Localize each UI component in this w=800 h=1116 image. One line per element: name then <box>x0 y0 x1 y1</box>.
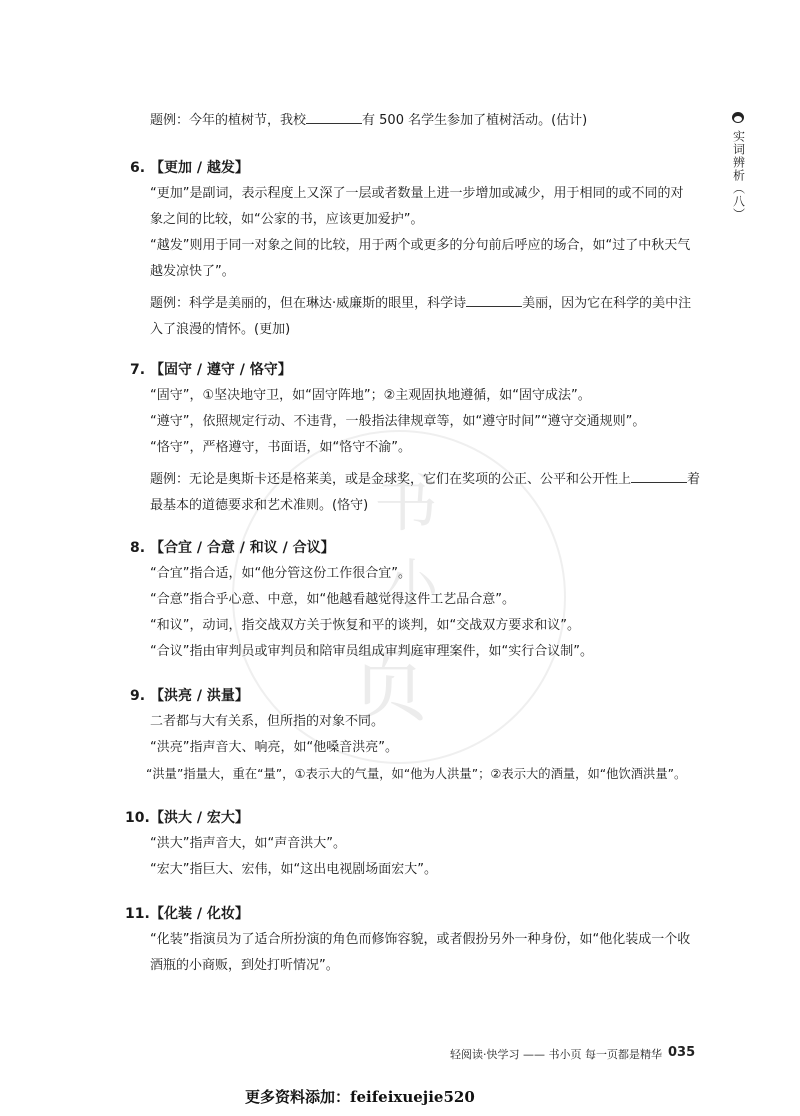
section-number: 6. <box>130 160 146 176</box>
section-9 <box>130 684 690 787</box>
section-title: 【固守 / 遵守 / 恪守】 <box>150 362 292 378</box>
reader-avatar-icon <box>730 110 746 124</box>
section-title: 【更加 / 越发】 <box>150 160 249 176</box>
section-line: “洪亮”指声音大、响亮，如“他嗓音洪亮”。 <box>150 740 398 755</box>
example-text: 最基本的道德要求和艺术准则。(恪守) <box>150 498 369 513</box>
section-line: 象之间的比较，如“公家的书，应该更加爱护”。 <box>150 212 424 227</box>
section-title: 【洪大 / 宏大】 <box>150 810 249 826</box>
answer-blank <box>631 470 687 483</box>
section-line: “更加”是副词，表示程度上又深了一层或者数量上进一步增加或减少，用于相同的或不同的对 <box>150 186 684 201</box>
section-line: “固守”，①坚决地守卫，如“固守阵地”；②主观固执地遵循，如“固守成法”。 <box>150 388 591 403</box>
section-line: “越发”则用于同一对象之间的比较，用于两个或更多的分句前后呼应的场合，如“过了中秋天气 <box>150 238 691 253</box>
section-line: “洪量”指量大，重在“量”，①表示大的气量，如“他为人洪量”；②表示大的酒量，如“他饮酒洪量”。 <box>146 767 687 781</box>
example-text: 题例：今年的植树节，我校 <box>150 113 307 128</box>
watermark-char: 书 <box>374 467 438 541</box>
section-line: “合宜”指合适，如“他分管这份工作很合宜”。 <box>150 566 411 581</box>
example-text: 入了浪漫的情怀。(更加) <box>150 322 291 337</box>
section-line: “和议”，动词，指交战双方关于恢复和平的谈判，如“交战双方要求和议”。 <box>150 618 580 633</box>
section-line: “合议”指由审判员或审判员和陪审员组成审判庭审理案件，如“实行合议制”。 <box>150 644 593 659</box>
section-number: 11. <box>125 906 150 922</box>
section-number: 8. <box>130 540 146 556</box>
section-8 <box>130 536 690 665</box>
watermark-char: 页 <box>349 640 429 733</box>
example-text: 着 <box>687 472 701 487</box>
section-10 <box>125 806 690 883</box>
section-number: 9. <box>130 688 146 704</box>
section-line: “化装”指演员为了适合所扮演的角色而修饰容貌，或者假扮另外一种身份，如“他化装成一个收 <box>150 932 691 947</box>
example-text: 有 500 名学生参加了植树活动。(估计) <box>362 113 588 128</box>
section-title: 【洪亮 / 洪量】 <box>150 688 249 704</box>
section-line: “洪大”指声音大，如“声音洪大”。 <box>150 836 346 851</box>
example-text: 题例：无论是奥斯卡还是格莱美，或是金球奖，它们在奖项的公正、公平和公开性上 <box>150 472 632 487</box>
section-6 <box>130 156 690 343</box>
answer-blank <box>466 294 522 307</box>
section-line: “恪守”，严格遵守，书面语，如“恪守不渝”。 <box>150 440 411 455</box>
contact-note: 更多资料添加：feifeixuejie520 <box>245 1088 475 1106</box>
page-number: 035 <box>668 1045 696 1060</box>
watermark-char: 小 <box>384 553 438 616</box>
section-title: 【化装 / 化妆】 <box>150 906 249 922</box>
section-line: “宏大”指巨大、宏伟，如“这出电视剧场面宏大”。 <box>150 862 437 877</box>
section-7 <box>130 358 701 519</box>
section-line: “合意”指合乎心意、中意，如“他越看越觉得这件工艺品合意”。 <box>150 592 515 607</box>
section-line: “遵守”，依照规定行动、不违背，一般指法律规章等，如“遵守时间”“遵守交通规则”。 <box>150 414 646 429</box>
section-line: 越发凉快了”。 <box>150 264 235 279</box>
side-tab-label: 实词辨析（八） <box>731 130 746 221</box>
answer-blank <box>306 111 362 124</box>
section-line: 二者都与大有关系，但所指的对象不同。 <box>150 714 385 729</box>
intro-example <box>130 108 690 134</box>
section-number: 10. <box>125 810 150 826</box>
section-line: 酒瓶的小商贩，到处打听情况”。 <box>150 958 339 973</box>
example-text: 美丽，因为它在科学的美中注 <box>522 296 692 311</box>
section-11 <box>125 902 691 979</box>
section-number: 7. <box>130 362 146 378</box>
side-chapter-tab <box>726 110 750 221</box>
section-title: 【合宜 / 合意 / 和议 / 合议】 <box>150 540 335 556</box>
example-text: 题例：科学是美丽的，但在琳达·威廉斯的眼里，科学诗 <box>150 296 467 311</box>
footer-tagline: 轻阅读·快学习 —— 书小页 每一页都是精华 <box>450 1048 662 1061</box>
